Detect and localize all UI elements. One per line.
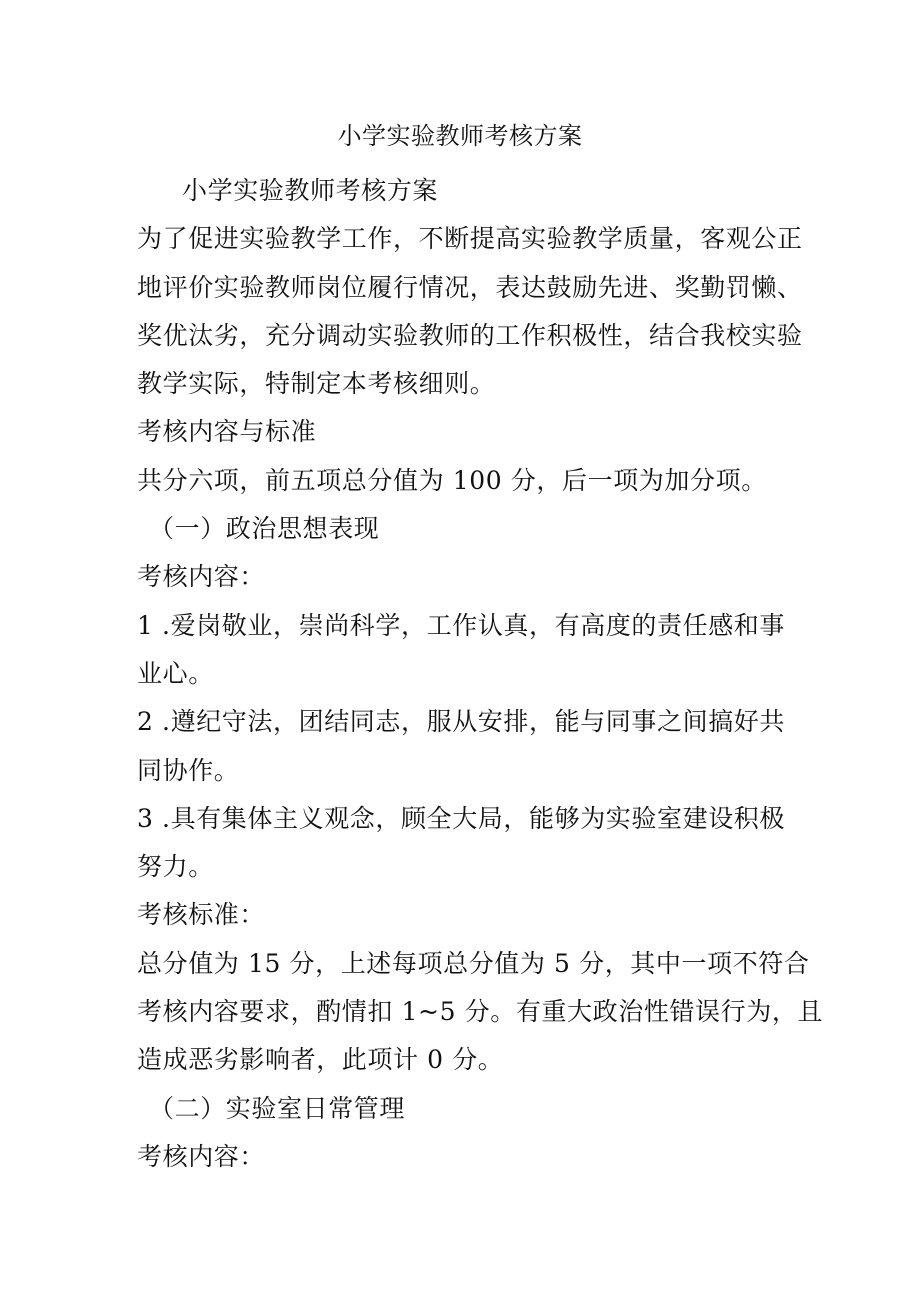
section-heading-1: （一）政治思想表现	[149, 514, 380, 544]
list-item-line: 2 .遵纪守法，团结同志，服从安排，能与同事之间搞好共	[137, 707, 786, 737]
section-heading-2: （二）实验室日常管理	[149, 1093, 406, 1123]
label-line: 考核内容：	[137, 562, 266, 592]
list-item-line: 业心。	[137, 658, 214, 688]
list-item-line: 3 .具有集体主义观念，顾全大局，能够为实验室建设积极	[137, 803, 786, 833]
subtitle-line: 小学实验教师考核方案	[182, 176, 439, 205]
label-line: 考核内容：	[137, 1141, 266, 1171]
paragraph-line: 奖优汰劣，充分调动实验教师的工作积极性，结合我校实验	[137, 320, 803, 350]
heading-line: 考核内容与标准	[137, 417, 317, 447]
paragraph-line: 地评价实验教师岗位履行情况，表达鼓励先进、奖勤罚懒、	[137, 272, 803, 302]
label-line: 考核标准：	[137, 900, 266, 930]
list-item-line: 1 .爱岗敬业，崇尚科学，工作认真，有高度的责任感和事	[137, 610, 786, 640]
paragraph-line: 总分值为 15 分，上述每项总分值为 5 分，其中一项不符合	[137, 948, 810, 978]
list-item-line: 努力。	[137, 852, 214, 882]
document-title: 小学实验教师考核方案	[337, 122, 583, 150]
paragraph-line: 共分六项，前五项总分值为 100 分，后一项为加分项。	[137, 465, 767, 495]
paragraph-line: 教学实际，特制定本考核细则。	[137, 369, 496, 399]
paragraph-line: 造成恶劣影响者，此项计 0 分。	[137, 1045, 504, 1075]
document-body	[137, 167, 824, 1181]
list-item-line: 同协作。	[137, 755, 240, 785]
paragraph-line: 为了促进实验教学工作，不断提高实验教学质量，客观公正	[137, 224, 803, 254]
paragraph-line: 考核内容要求，酌情扣 1~5 分。有重大政治性错误行为，且	[137, 997, 824, 1027]
